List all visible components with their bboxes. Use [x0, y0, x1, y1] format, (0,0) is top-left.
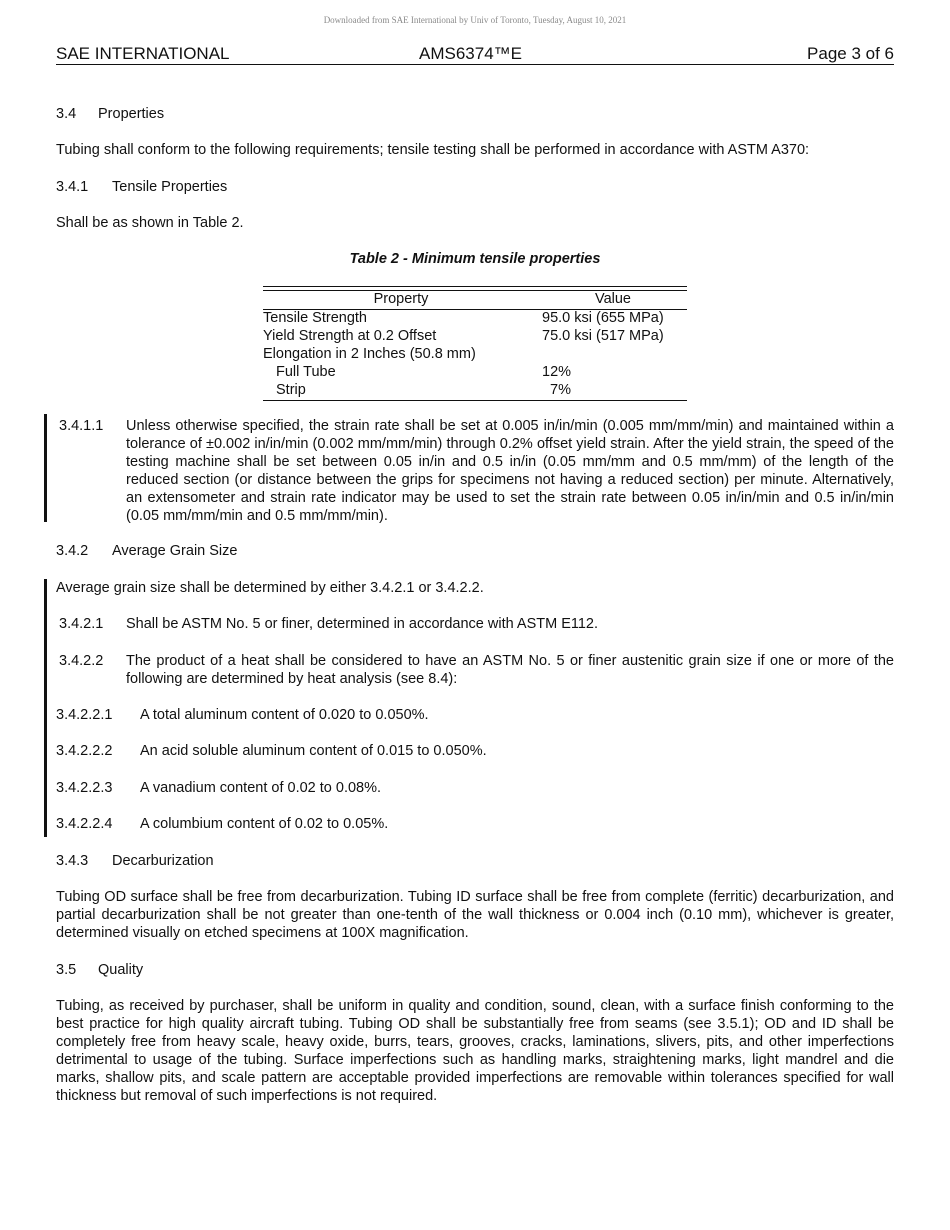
section-number: 3.4.2 [56, 543, 89, 559]
download-watermark: Downloaded from SAE International by Univ of Toronto, Tuesday, August 10, 2021 [323, 15, 627, 25]
header-page-number: Page 3 of 6 [807, 44, 894, 63]
section-3-5-text: Tubing, as received by purchaser, shall be uniform in quality and condition, sound, clean, with a surface finish conforming to the best practice for high quality aircraft tubing. Tubing OD shall be substantially free from seams (see 3.5.1); OD and ID shall be completely free from heavy scale, heavy oxide, burrs, tears, grooves, cracks, laminations, slivers, pits, and other imperfections detrimental to usage of the tubing. Surface imperfections such as handling marks, straightening marks, light mandrel and die marks, shallow pits, and scale pattern are acceptable provided imperfections are removable within tolerances specified for wall thickness but removal of such imperfections is not required. [56, 998, 894, 1104]
table-row [263, 328, 687, 346]
section-3-5-heading [56, 961, 144, 979]
section-title: Average Grain Size [112, 543, 238, 559]
section-3-4-2-2-1-text: A total aluminum content of 0.020 to 0.050%. [140, 707, 429, 723]
section-3-4-2-2-2-text: An acid soluble aluminum content of 0.015 to 0.050%. [140, 743, 487, 759]
section-number: 3.4.2.2 [59, 653, 104, 669]
section-number: 3.4.1 [56, 179, 89, 195]
section-number: 3.4.1.1 [59, 418, 104, 434]
section-title: Properties [98, 106, 165, 122]
section-number: 3.4 [56, 106, 77, 122]
column-header-property: Property [373, 291, 429, 307]
cell-property: Full Tube [276, 364, 336, 380]
table-caption: Table 2 - Minimum tensile properties [349, 251, 601, 267]
section-3-4-2-2-text: The product of a heat shall be considered to have an ASTM No. 5 or finer austenitic grain size if one or more of the following are determined by heat analysis (see 8.4): [126, 653, 894, 687]
cell-value: 7% [550, 382, 571, 398]
table-row [263, 364, 687, 382]
cell-value: 12% [542, 364, 572, 380]
section-3-4-2-heading [56, 542, 238, 560]
section-3-4-3-text: Tubing OD surface shall be free from decarburization. Tubing ID surface shall be free from complete (ferritic) decarburization, and partial decarburization shall be not greater than one-tenth of the wall thickness or 0.004 inch (0.10 mm), whichever is greater, determined visually on etched specimens at 100X magnification. [56, 889, 894, 941]
revision-change-bar [44, 579, 47, 837]
section-3-4-2-text: Average grain size shall be determined by either 3.4.2.1 or 3.4.2.2. [56, 580, 484, 596]
section-3-4-2-2-3-text: A vanadium content of 0.02 to 0.08%. [140, 780, 382, 796]
cell-property: Strip [276, 382, 306, 398]
table-row [263, 382, 687, 400]
section-3-4-1-1-text: Unless otherwise specified, the strain rate shall be set at 0.005 in/in/min (0.005 mm/mm/min) and maintained within a tolerance of ±0.002 in/in/min (0.002 mm/mm/min) through 0.2% offset yield strain. After the yield strain, the speed of the testing machine shall be set between 0.05 in/in and 0.5 in/in (0.05 mm/mm and 0.5 mm/mm) of the length of the reduced section (or distance between the grips for specimens not having a reduced section) per minute. Alternatively, an extensometer and strain rate indicator may be used to set the strain rate between 0.05 in/in/min and 0.5 in/in/min (0.05 mm/mm/min and 0.5 mm/mm/min). [126, 418, 894, 524]
section-3-4-2-2-4-text: A columbium content of 0.02 to 0.05%. [140, 816, 389, 832]
section-number: 3.5 [56, 962, 77, 978]
cell-property: Yield Strength at 0.2 Offset [263, 328, 437, 344]
section-number: 3.4.2.2.2 [56, 743, 113, 759]
table-header-row [263, 290, 687, 310]
cell-value: 75.0 ksi (517 MPa) [542, 328, 664, 344]
section-number: 3.4.2.2.1 [56, 707, 113, 723]
section-title: Decarburization [112, 853, 214, 869]
section-title: Quality [98, 962, 144, 978]
page-header [56, 44, 894, 65]
header-org: SAE INTERNATIONAL [56, 44, 230, 63]
section-number: 3.4.2.1 [59, 616, 104, 632]
cell-property: Elongation in 2 Inches (50.8 mm) [263, 346, 476, 362]
section-number: 3.4.2.2.4 [56, 816, 113, 832]
cell-value: 95.0 ksi (655 MPa) [542, 310, 664, 326]
section-number: 3.4.2.2.3 [56, 780, 113, 796]
section-3-4-3-heading [56, 852, 214, 870]
section-title: Tensile Properties [112, 179, 228, 195]
header-doc-number: AMS6374™E [419, 44, 522, 63]
table-row [263, 310, 687, 328]
column-header-value: Value [594, 291, 631, 307]
section-3-4-2-1-text: Shall be ASTM No. 5 or finer, determined in accordance with ASTM E112. [126, 616, 599, 632]
revision-change-bar [44, 414, 47, 522]
cell-property: Tensile Strength [263, 310, 367, 326]
tensile-properties-table [263, 286, 687, 401]
section-3-4-1-text: Shall be as shown in Table 2. [56, 215, 244, 231]
section-3-4-heading [56, 105, 165, 123]
table-row [263, 346, 687, 364]
section-number: 3.4.3 [56, 853, 89, 869]
section-3-4-text: Tubing shall conform to the following requirements; tensile testing shall be performed in accordance with ASTM A370: [56, 142, 810, 158]
section-3-4-1-heading [56, 178, 228, 196]
